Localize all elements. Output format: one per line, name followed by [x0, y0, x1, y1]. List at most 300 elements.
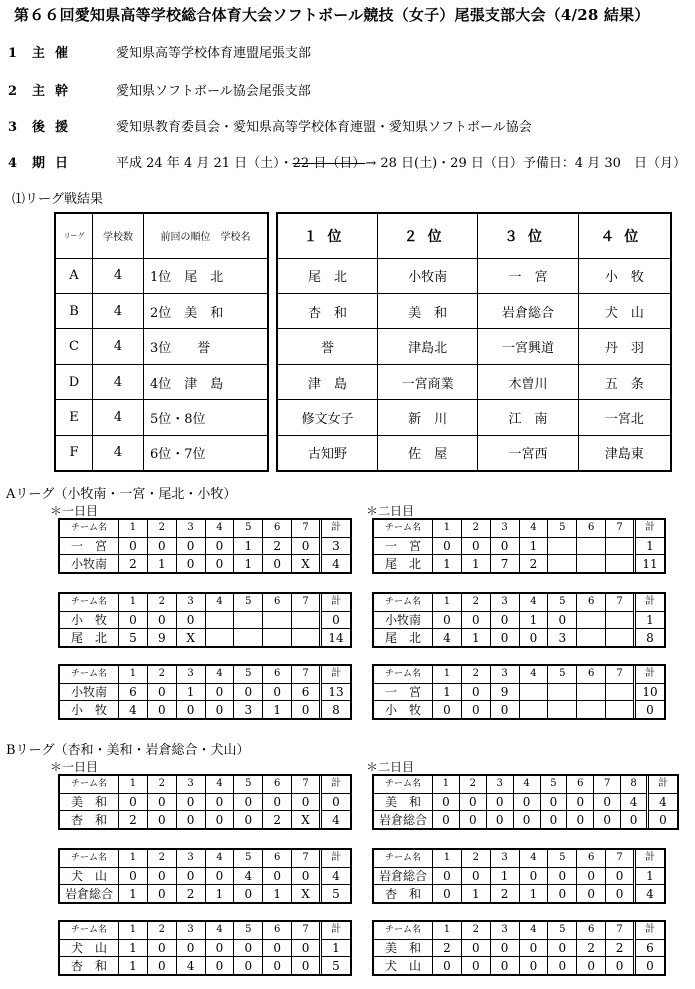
inning-header: 8: [621, 776, 648, 793]
inning-header: 1: [119, 520, 148, 537]
scoreboard-header-row: [60, 520, 350, 537]
total-score: 0: [635, 701, 665, 718]
inning-score: 0: [433, 701, 462, 718]
inning-score: 1: [205, 885, 234, 902]
inning-score: 0: [461, 957, 490, 974]
inning-score: 0: [205, 537, 234, 555]
scoreboard-row: [60, 701, 350, 718]
inning-score: 0: [119, 793, 148, 811]
inning-score: [577, 555, 606, 572]
inning-score: 1: [490, 867, 519, 885]
team-name-header: チーム名: [60, 520, 119, 537]
inning-header: 7: [606, 520, 635, 537]
inning-header: 6: [577, 850, 606, 867]
team-name: 犬 山: [374, 957, 433, 974]
team-name-header: チーム名: [374, 922, 433, 939]
team-name-header: チーム名: [60, 850, 119, 867]
inning-header: 7: [292, 520, 321, 537]
team-name: 尾 北: [374, 555, 433, 572]
inning-score: 0: [147, 611, 176, 629]
inning-score: 0: [119, 537, 148, 555]
total-score: 4: [635, 885, 665, 902]
inning-score: 0: [519, 939, 548, 957]
league-b-day1-label: ＊一日目: [50, 760, 99, 774]
inning-score: [234, 629, 263, 646]
league-a-day2-label: ＊二日目: [366, 504, 415, 518]
inning-header: 5: [548, 666, 577, 683]
scoreboard: [372, 592, 666, 648]
inning-score: 0: [263, 867, 292, 885]
inning-header: 3: [490, 520, 519, 537]
rank-cell: 一 宮: [478, 258, 578, 293]
inning-header: 2: [461, 666, 490, 683]
team-name: 美 和: [374, 793, 433, 811]
inning-header: 2: [147, 922, 176, 939]
inning-header: 7: [292, 666, 321, 683]
total-score: 1: [635, 867, 665, 885]
inning-score: 0: [433, 793, 460, 811]
inning-score: X: [292, 811, 321, 828]
inning-score: 0: [292, 793, 321, 811]
total-header: 計: [635, 594, 665, 611]
inning-header: 4: [513, 776, 540, 793]
inning-header: 5: [548, 594, 577, 611]
inning-score: [205, 611, 234, 629]
team-name: 尾 北: [60, 629, 119, 646]
inning-header: 3: [176, 922, 205, 939]
team-name: 小牧南: [60, 683, 119, 701]
rank-cell: 五 条: [578, 364, 670, 399]
inning-score: 0: [147, 867, 176, 885]
scoreboard-header-row: [60, 666, 350, 683]
team-name: 杏 和: [60, 811, 119, 828]
inning-score: 2: [519, 555, 548, 572]
rank-cell: 尾 北: [278, 258, 377, 293]
inning-score: [577, 629, 606, 646]
inning-score: 0: [176, 867, 205, 885]
inning-header: 1: [119, 776, 148, 793]
inning-score: 0: [147, 793, 176, 811]
total-score: 4: [648, 793, 678, 811]
scoreboard-header-row: [374, 520, 664, 537]
inning-header: 4: [205, 666, 234, 683]
team-name-header: チーム名: [374, 850, 433, 867]
info-value: 愛知県高等学校体育連盟尾張支部: [116, 46, 312, 61]
inning-header: 1: [119, 922, 148, 939]
inning-header: 4: [519, 666, 548, 683]
inning-score: 0: [513, 811, 540, 828]
inning-score: [606, 611, 635, 629]
inning-score: 0: [606, 885, 635, 902]
inning-score: 0: [519, 867, 548, 885]
scoreboard-row: [60, 629, 350, 646]
inning-score: [263, 611, 292, 629]
inning-header: 3: [490, 594, 519, 611]
scoreboard-table: [374, 520, 664, 572]
total-score: 6: [635, 939, 665, 957]
inning-score: 0: [519, 629, 548, 646]
inning-score: 5: [119, 629, 148, 646]
total-score: 11: [635, 555, 665, 572]
inning-score: [292, 611, 321, 629]
rank-cell: 岩倉総合: [478, 293, 578, 328]
inning-score: 4: [234, 867, 263, 885]
inning-score: 0: [205, 939, 234, 957]
scoreboard-row: [60, 939, 350, 957]
inning-score: 2: [433, 939, 462, 957]
inning-header: 5: [548, 850, 577, 867]
rank-cell: 杏 和: [278, 293, 377, 328]
page-title: 第６６回愛知県高等学校総合体育大会ソフトボール競技（女子）尾張支部大会（4/28 結果）: [14, 6, 650, 24]
inning-header: 6: [577, 594, 606, 611]
inning-header: 2: [461, 520, 490, 537]
inning-score: 1: [519, 537, 548, 555]
inning-score: 0: [459, 811, 486, 828]
inning-header: 5: [234, 850, 263, 867]
scoreboard-row: [374, 555, 664, 572]
total-score: 0: [635, 957, 665, 974]
inning-score: 0: [490, 611, 519, 629]
team-name: 尾 北: [374, 629, 433, 646]
rank-cell: 一宮商業: [377, 364, 477, 399]
inning-score: 1: [263, 885, 292, 902]
inning-score: 0: [176, 939, 205, 957]
inning-score: 9: [147, 629, 176, 646]
inning-header: 7: [292, 922, 321, 939]
team-name: 杏 和: [60, 957, 119, 974]
inning-header: 7: [292, 776, 321, 793]
inning-score: 0: [205, 793, 234, 811]
scoreboard: [372, 920, 666, 976]
inning-score: 0: [147, 811, 176, 828]
rank-cell: 犬 山: [578, 293, 670, 328]
inning-header: 3: [176, 850, 205, 867]
scoreboard-table: [374, 594, 664, 646]
inning-score: 0: [461, 867, 490, 885]
inning-score: 0: [459, 793, 486, 811]
inning-score: 1: [234, 555, 263, 572]
info-row-support: [8, 116, 532, 135]
inning-header: 2: [147, 520, 176, 537]
inning-score: 1: [263, 701, 292, 718]
scoreboard-header-row: [374, 594, 664, 611]
inning-score: 2: [263, 811, 292, 828]
scoreboard-table: [374, 666, 664, 718]
scoreboard: [58, 592, 352, 648]
scoreboard-row: [60, 611, 350, 629]
inning-header: 5: [548, 922, 577, 939]
inning-score: 1: [119, 939, 148, 957]
league-cell: 4: [93, 400, 144, 435]
total-score: 5: [321, 885, 351, 902]
scoreboard-table: [60, 922, 350, 974]
inning-score: 0: [205, 867, 234, 885]
inning-header: 4: [519, 594, 548, 611]
inning-score: 0: [461, 939, 490, 957]
info-number: 1: [8, 46, 18, 61]
inning-score: 1: [176, 683, 205, 701]
inning-header: 2: [147, 776, 176, 793]
inning-header: 7: [594, 776, 621, 793]
team-name-header: チーム名: [60, 776, 119, 793]
scoreboard-row: [60, 683, 350, 701]
inning-score: 0: [490, 957, 519, 974]
inning-score: 0: [548, 611, 577, 629]
inning-header: 5: [234, 666, 263, 683]
inning-score: 0: [176, 701, 205, 718]
inning-score: 0: [548, 867, 577, 885]
team-name: 小牧南: [60, 555, 119, 572]
league-cell: A: [56, 258, 93, 293]
scoreboard-row: [374, 537, 664, 555]
league-cell: 4: [93, 329, 144, 364]
inning-score: 2: [176, 885, 205, 902]
total-header: 計: [321, 520, 351, 537]
inning-score: 0: [567, 793, 594, 811]
inning-score: 3: [548, 629, 577, 646]
scoreboard-header-row: [374, 922, 664, 939]
team-name: 岩倉総合: [60, 885, 119, 902]
scoreboard-header-row: [374, 666, 664, 683]
inning-score: 7: [490, 555, 519, 572]
inning-score: 0: [205, 957, 234, 974]
total-score: 0: [648, 811, 678, 828]
info-value: [116, 152, 686, 171]
scoreboard: [58, 518, 352, 574]
total-score: 14: [321, 629, 351, 646]
league-a-heading: Aリーグ（小牧南・一宮・尾北・小牧）: [6, 487, 237, 502]
inning-header: 4: [205, 922, 234, 939]
inning-score: 2: [263, 537, 292, 555]
inning-header: 3: [176, 776, 205, 793]
inning-header: 2: [147, 666, 176, 683]
inning-header: 4: [205, 850, 234, 867]
inning-score: 0: [205, 683, 234, 701]
inning-header: 5: [234, 776, 263, 793]
inning-score: 0: [176, 611, 205, 629]
inning-header: 5: [548, 520, 577, 537]
inning-score: [606, 701, 635, 718]
rank-header: ４位: [578, 214, 670, 258]
scoreboard-header-row: [374, 850, 664, 867]
inning-header: 2: [461, 594, 490, 611]
inning-score: 0: [147, 683, 176, 701]
inning-score: 0: [263, 555, 292, 572]
total-score: 0: [321, 793, 351, 811]
team-name: 一 宮: [374, 537, 433, 555]
inning-score: 0: [234, 793, 263, 811]
inning-score: 0: [234, 957, 263, 974]
inning-header: 3: [486, 776, 513, 793]
total-score: 8: [635, 629, 665, 646]
inning-header: 6: [263, 666, 292, 683]
scoreboard: [372, 848, 666, 904]
inning-score: 1: [519, 611, 548, 629]
inning-header: 1: [433, 850, 462, 867]
inning-score: 1: [147, 555, 176, 572]
inning-score: 0: [606, 957, 635, 974]
inning-score: 0: [490, 701, 519, 718]
inning-header: 6: [263, 776, 292, 793]
team-name: 小牧南: [374, 611, 433, 629]
league-cell: C: [56, 329, 93, 364]
league-cell: B: [56, 293, 93, 328]
team-name: 美 和: [374, 939, 433, 957]
inning-score: 0: [548, 939, 577, 957]
rank-cell: 木曽川: [478, 364, 578, 399]
inning-score: 0: [234, 811, 263, 828]
scoreboard: [372, 774, 679, 830]
info-number: 4: [8, 156, 18, 171]
inning-header: 6: [577, 922, 606, 939]
inning-score: 6: [119, 683, 148, 701]
inning-score: 0: [147, 537, 176, 555]
total-header: 計: [635, 922, 665, 939]
inning-score: 0: [486, 811, 513, 828]
info-number: 3: [8, 120, 18, 135]
total-score: 5: [321, 957, 351, 974]
rank-cell: 小牧南: [377, 258, 477, 293]
inning-score: 9: [490, 683, 519, 701]
league-cell: 1位 尾 北: [144, 258, 268, 293]
rank-cell: 江 南: [478, 400, 578, 435]
info-row-management: [8, 80, 311, 99]
team-name-header: チーム名: [374, 520, 433, 537]
scoreboard-row: [60, 537, 350, 555]
inning-score: 0: [513, 793, 540, 811]
inning-score: 0: [119, 611, 148, 629]
league-cell: E: [56, 400, 93, 435]
inning-score: 0: [234, 885, 263, 902]
team-name: 美 和: [60, 793, 119, 811]
league-cell: F: [56, 435, 93, 470]
inning-header: 3: [490, 850, 519, 867]
inning-score: [577, 611, 606, 629]
inning-score: [292, 629, 321, 646]
inning-score: 0: [490, 939, 519, 957]
total-header: 計: [635, 666, 665, 683]
team-name: 小 牧: [60, 611, 119, 629]
inning-score: 0: [461, 701, 490, 718]
inning-header: 3: [490, 666, 519, 683]
scoreboard-table: [60, 850, 350, 902]
scoreboard: [372, 518, 666, 574]
inning-score: 0: [433, 537, 462, 555]
inning-header: 7: [606, 666, 635, 683]
inning-score: 0: [176, 811, 205, 828]
league-cell: 4: [93, 293, 144, 328]
team-name: 岩倉総合: [374, 867, 433, 885]
league-header: リーグ: [56, 214, 93, 258]
inning-header: 1: [119, 666, 148, 683]
total-score: 1: [321, 939, 351, 957]
inning-header: 7: [606, 922, 635, 939]
inning-score: 0: [548, 957, 577, 974]
league-cell: 3位 誉: [144, 329, 268, 364]
cancelled-date: 22 日（日）: [292, 156, 366, 171]
inning-header: 2: [459, 776, 486, 793]
rank-cell: 津島北: [377, 329, 477, 364]
inning-header: 2: [147, 594, 176, 611]
info-row-dates: [8, 152, 686, 171]
inning-score: 0: [263, 683, 292, 701]
inning-header: 1: [119, 850, 148, 867]
rank-cell: 古知野: [278, 435, 377, 470]
scoreboard: [58, 920, 352, 976]
team-name-header: チーム名: [374, 594, 433, 611]
rank-cell: 津 島: [278, 364, 377, 399]
team-name-header: チーム名: [374, 666, 433, 683]
inning-header: 1: [433, 666, 462, 683]
inning-header: 1: [433, 922, 462, 939]
total-header: 計: [321, 922, 351, 939]
inning-score: [234, 611, 263, 629]
rank-cell: 誉: [278, 329, 377, 364]
scoreboard-table: [60, 520, 350, 572]
league-cell: 4: [93, 364, 144, 399]
inning-score: 0: [486, 793, 513, 811]
inning-header: 6: [263, 594, 292, 611]
inning-score: 0: [461, 611, 490, 629]
inning-score: [263, 629, 292, 646]
inning-score: 0: [433, 867, 462, 885]
league-header: 学校数: [93, 214, 144, 258]
inning-score: [606, 537, 635, 555]
inning-score: [577, 683, 606, 701]
scoreboard-row: [60, 793, 350, 811]
inning-score: [606, 629, 635, 646]
total-score: 1: [635, 537, 665, 555]
inning-header: 4: [205, 594, 234, 611]
league-cell: 4: [93, 258, 144, 293]
inning-score: 1: [461, 885, 490, 902]
total-header: 計: [321, 850, 351, 867]
inning-header: 4: [519, 850, 548, 867]
inning-score: 0: [567, 811, 594, 828]
inning-score: 2: [119, 811, 148, 828]
team-name: 杏 和: [374, 885, 433, 902]
inning-score: 3: [234, 701, 263, 718]
rank-cell: 美 和: [377, 293, 477, 328]
scoreboard-table: [374, 922, 664, 974]
info-value: 愛知県ソフトボール協会尾張支部: [116, 84, 311, 99]
inning-header: 5: [540, 776, 567, 793]
inning-score: 2: [606, 939, 635, 957]
rank-cell: 一宮北: [578, 400, 670, 435]
rank-cell: 津島東: [578, 435, 670, 470]
inning-score: 0: [606, 867, 635, 885]
inning-score: 0: [147, 885, 176, 902]
scoreboard-row: [60, 885, 350, 902]
total-score: 8: [321, 701, 351, 718]
inning-score: 0: [461, 683, 490, 701]
league-cell: 5位・8位: [144, 400, 268, 435]
scoreboard: [58, 664, 352, 720]
inning-score: 0: [621, 811, 648, 828]
inning-header: 2: [461, 922, 490, 939]
total-header: 計: [648, 776, 678, 793]
info-label: 主催: [32, 46, 79, 61]
inning-score: 1: [519, 885, 548, 902]
rank-header: ２位: [377, 214, 477, 258]
inning-score: 0: [577, 867, 606, 885]
scoreboard-header-row: [60, 776, 350, 793]
rank-header: １位: [278, 214, 377, 258]
scoreboard-row: [374, 957, 664, 974]
scoreboard-header-row: [60, 594, 350, 611]
team-name: 一 宮: [374, 683, 433, 701]
inning-score: 0: [594, 811, 621, 828]
